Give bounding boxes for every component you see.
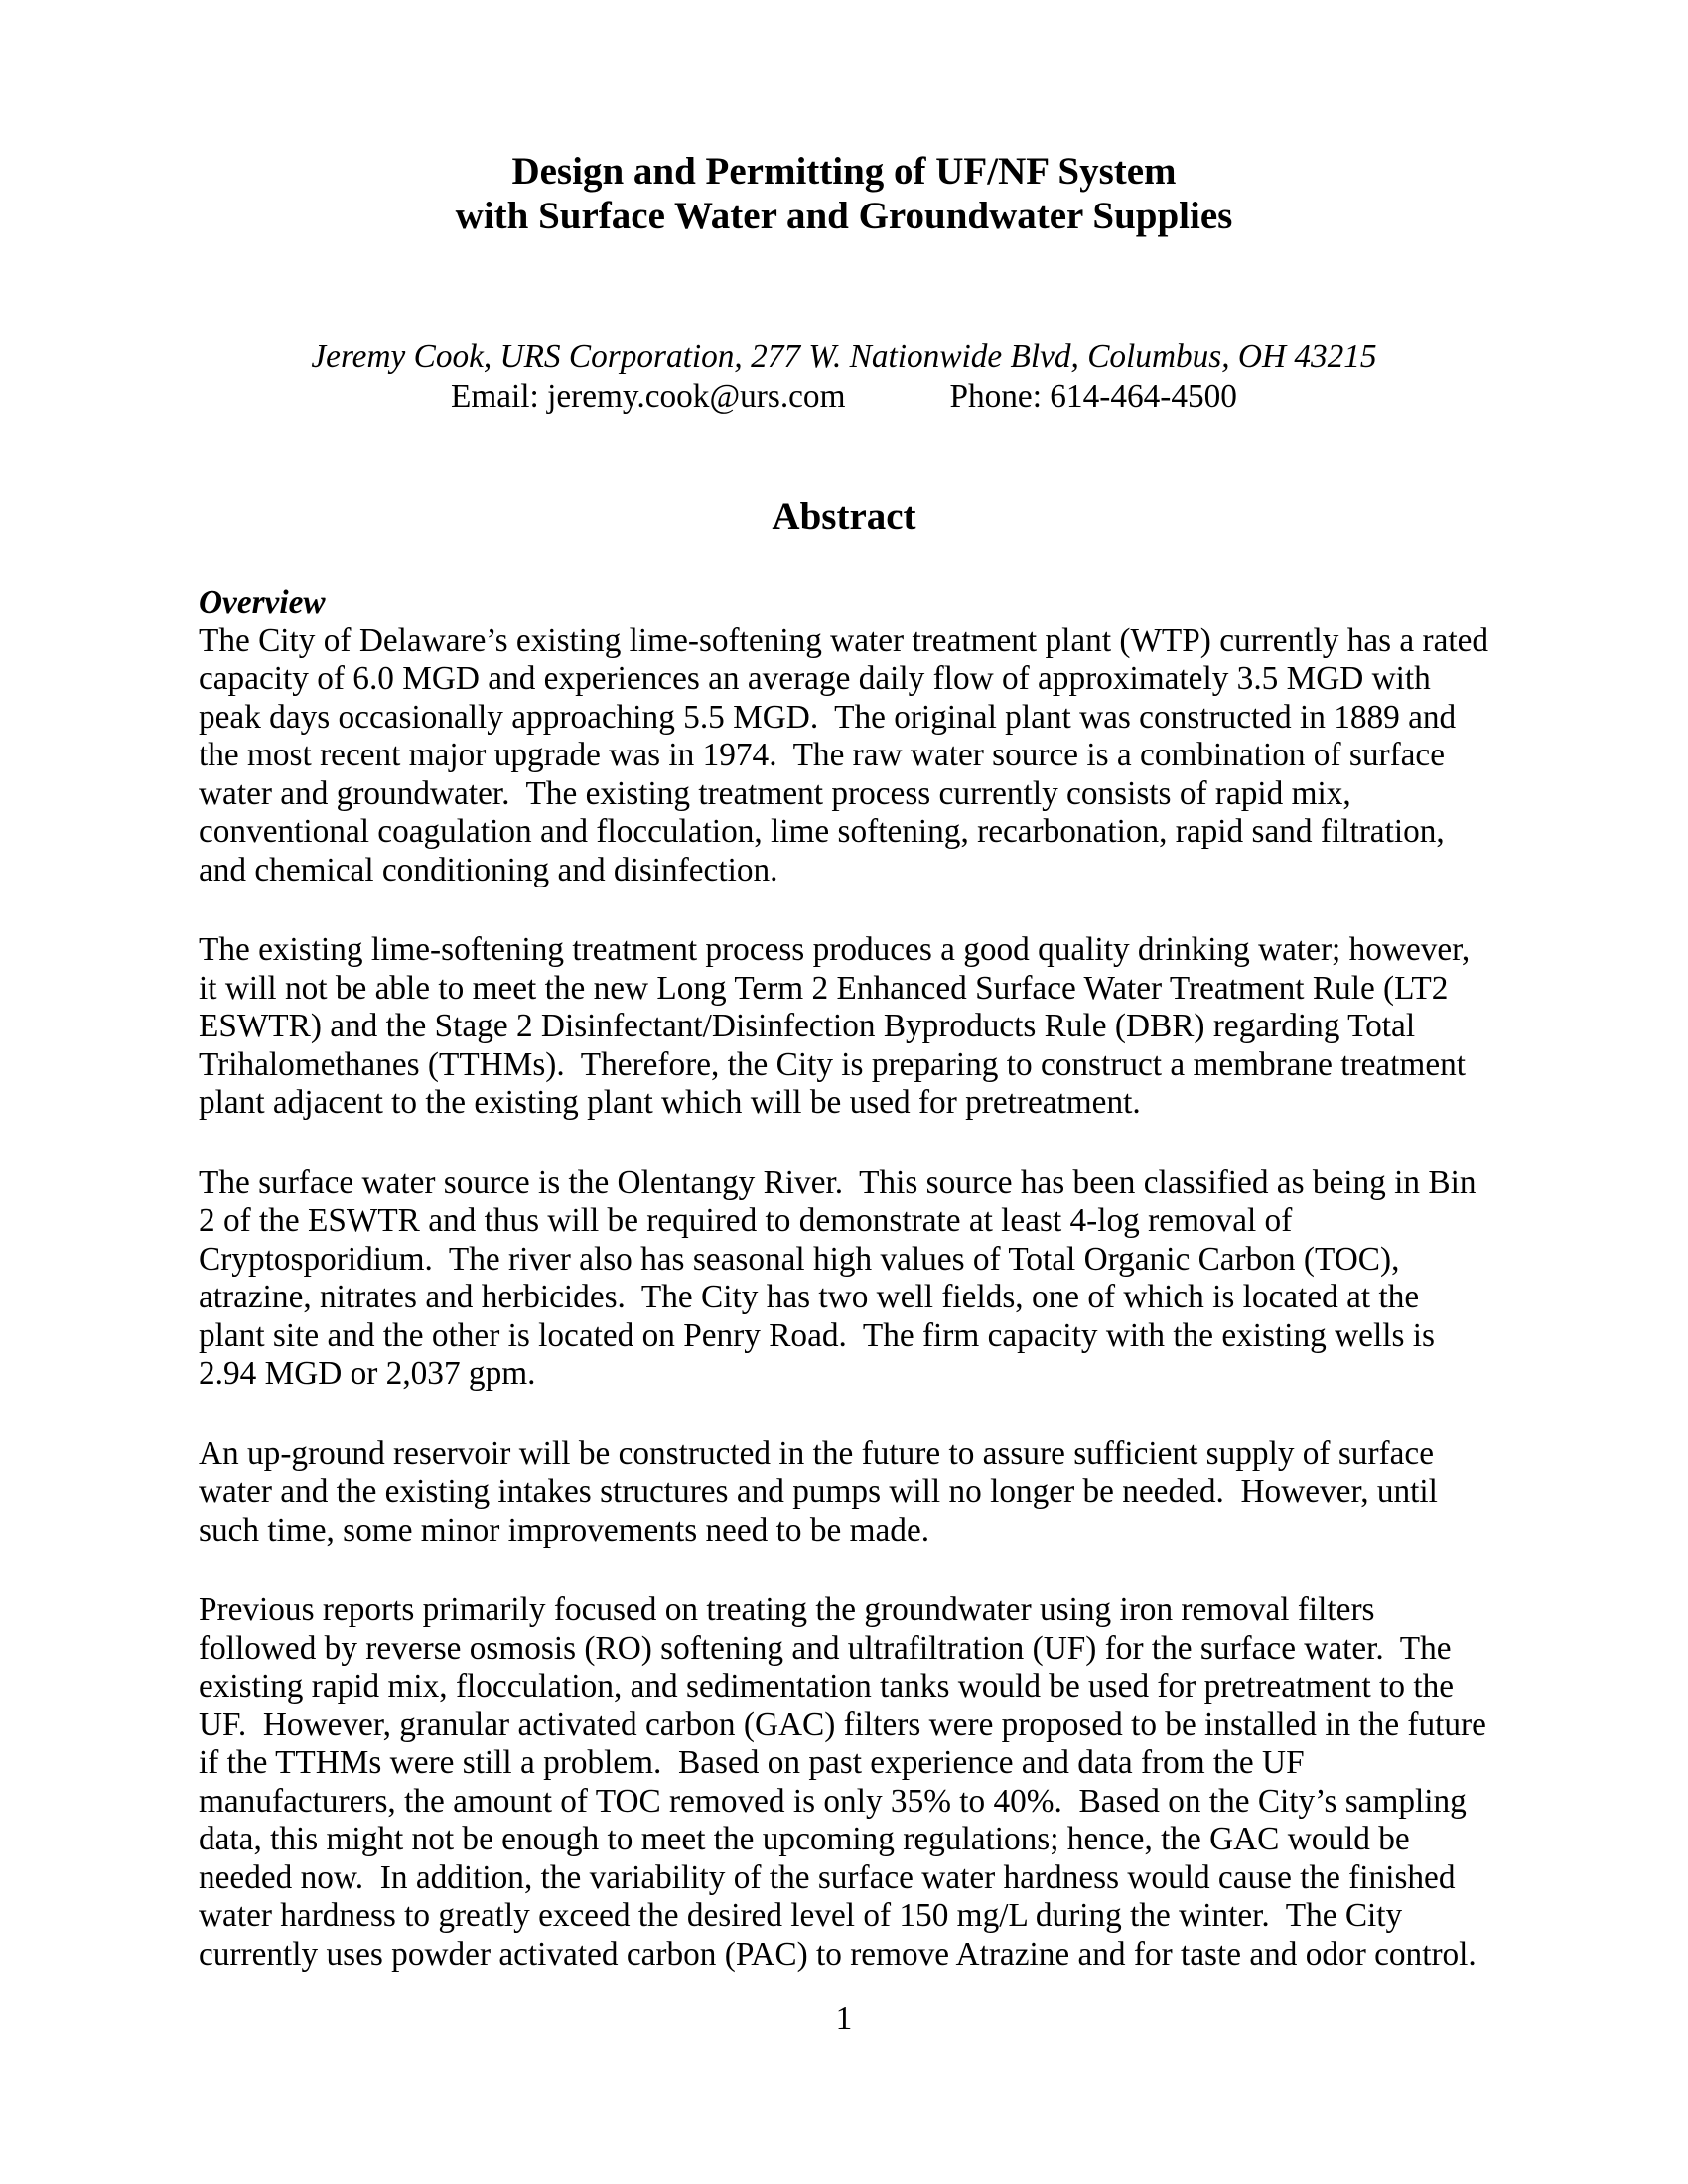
- paragraph-overview-4: An up-ground reservoir will be constructed in the future to assure sufficient supply of surface water and the existing intakes structures and pumps will no longer be needed. However, until such time, some minor improvements need to be made.: [199, 1434, 1447, 1549]
- abstract-heading: Abstract: [772, 495, 916, 538]
- page-number: 1: [835, 2000, 853, 2037]
- title-line-2: with Surface Water and Groundwater Supplies: [455, 195, 1233, 237]
- author-block: [199, 338, 1489, 417]
- email-text: Email: jeremy.cook@urs.com: [451, 378, 846, 415]
- paragraph-overview-5: Previous reports primarily focused on treating the groundwater using iron removal filters followed by reverse osmosis (RO) softening and ultrafiltration (UF) for the surface water. The existing rapid mix, flocculation, and sedimentation tanks would be used for pretreatment to the UF. However, granular activated carbon (GAC) filters were proposed to be installed in the future if the TTHMs were still a problem. Based on past experience and data from the UF manufacturers, the amount of TOC removed is only 35% to 40%. Based on the City’s sampling data, this might not be enough to meet the upcoming regulations; hence, the GAC would be needed now. In addition, the variability of the surface water hardness would cause the finished water hardness to greatly exceed the desired level of 150 mg/L during the winter. The City currently uses powder activated carbon (PAC) to remove Atrazine and for taste and odor control.: [199, 1591, 1495, 1973]
- document-title: [199, 149, 1489, 238]
- overview-section-heading: Overview: [199, 584, 326, 620]
- paragraph-overview-2: The existing lime-softening treatment process produces a good quality drinking water; however, it will not be able to meet the new Long Term 2 Enhanced Surface Water Treatment Rule (LT2 ESWTR) and the Stage 2 Disinfectant/Disinfection Byproducts Rule (DBR) regarding Total Trihalomethanes (TTHMs). Therefore, the City is preparing to construct a membrane treatment plant adjacent to the existing plant which will be used for pretreatment.: [199, 931, 1478, 1121]
- contact-line: [199, 377, 1489, 417]
- title-line-1: Design and Permitting of UF/NF System: [511, 150, 1177, 193]
- author-line: Jeremy Cook, URS Corporation, 277 W. Nationwide Blvd, Columbus, OH 43215: [311, 339, 1377, 375]
- paragraph-overview-1: The City of Delaware’s existing lime-softening water treatment plant (WTP) currently has a rated capacity of 6.0 MGD and experiences an average daily flow of approximately 3.5 MGD with peak days occasionally approaching 5.5 MGD. The original plant was constructed in 1889 and the most recent major upgrade was in 1974. The raw water source is a combination of surface water and groundwater. The existing treatment process currently consists of rapid mix, conventional coagulation and flocculation, lime softening, recarbonation, rapid sand filtration, and chemical conditioning and disinfection.: [199, 621, 1497, 888]
- paragraph-overview-3: The surface water source is the Olentangy River. This source has been classified as being in Bin 2 of the ESWTR and thus will be required to demonstrate at least 4-log removal of Cryptosporidium. The river also has seasonal high values of Total Organic Carbon (TOC), atrazine, nitrates and herbicides. The City has two well fields, one of which is located at the plant site and the other is located on Penry Road. The firm capacity with the existing wells is 2.94 MGD or 2,037 gpm.: [199, 1163, 1484, 1392]
- phone-text: Phone: 614-464-4500: [949, 378, 1237, 415]
